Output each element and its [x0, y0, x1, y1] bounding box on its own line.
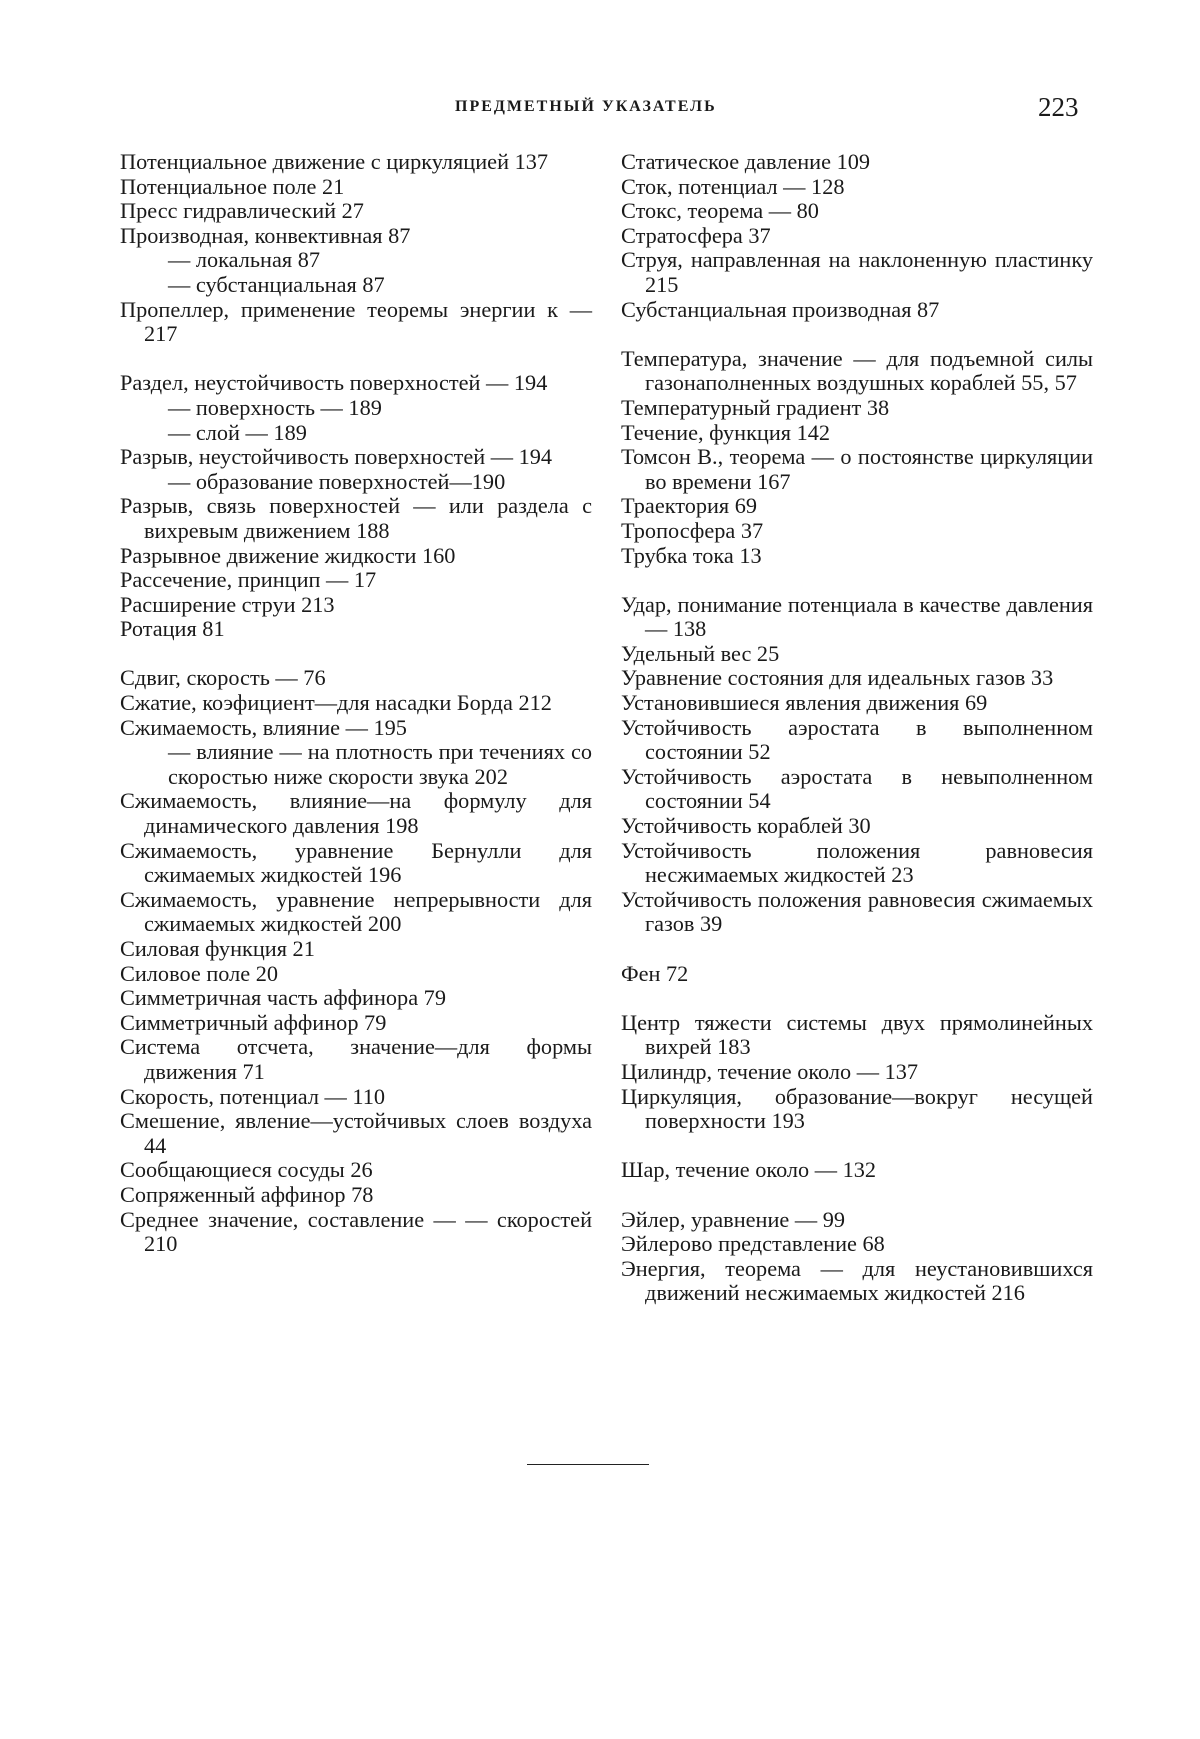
index-entry: Уравнение состояния для идеальных газов 33	[621, 666, 1093, 691]
index-entry: Устойчивость положения равновесия сжимаемых газов 39	[621, 888, 1093, 937]
index-entry: Струя, направленная на наклоненную пластинку 215	[621, 248, 1093, 297]
section-gap	[621, 986, 1093, 1011]
section-gap	[621, 1183, 1093, 1208]
index-subentry: — влияние — на плотность при течениях со скоростью ниже скорости звука 202	[120, 740, 592, 789]
index-subentry: — слой — 189	[120, 421, 592, 446]
index-entry: Рассечение, принцип — 17	[120, 568, 592, 593]
index-entry: Силовое поле 20	[120, 962, 592, 987]
index-entry: Устойчивость аэростата в выполненном состоянии 52	[621, 716, 1093, 765]
index-entry: Стратосфера 37	[621, 224, 1093, 249]
index-entry: Энергия, теорема — для неустановившихся движений несжимаемых жидкостей 216	[621, 1257, 1093, 1306]
index-entry: Среднее значение, составление — — скоростей 210	[120, 1208, 592, 1257]
index-entry: Потенциальное поле 21	[120, 175, 592, 200]
index-entry: Разрыв, связь поверхностей — или раздела с вихревым движением 188	[120, 494, 592, 543]
index-entry: Сжимаемость, уравнение непрерывности для сжимаемых жидкостей 200	[120, 888, 592, 937]
index-entry: Ротация 81	[120, 617, 592, 642]
index-entry: Устойчивость кораблей 30	[621, 814, 1093, 839]
index-entry: Скорость, потенциал — 110	[120, 1085, 592, 1110]
index-entry: Раздел, неустойчивость поверхностей — 194	[120, 371, 592, 396]
index-entry: Сообщающиеся сосуды 26	[120, 1158, 592, 1183]
index-entry: Центр тяжести системы двух прямолинейных вихрей 183	[621, 1011, 1093, 1060]
section-gap	[120, 347, 592, 372]
index-entry: Разрывное движение жидкости 160	[120, 544, 592, 569]
index-entry: Пропеллер, применение теоремы энергии к — 217	[120, 298, 592, 347]
index-entry: Температурный градиент 38	[621, 396, 1093, 421]
index-entry: Сжимаемость, влияние—на формулу для динамического давления 198	[120, 789, 592, 838]
index-entry: Симметричная часть аффинора 79	[120, 986, 592, 1011]
index-entry: Цилиндр, течение около — 137	[621, 1060, 1093, 1085]
index-entry: Эйлерово представление 68	[621, 1232, 1093, 1257]
index-entry: Шар, течение около — 132	[621, 1158, 1093, 1183]
index-subentry: — субстанциальная 87	[120, 273, 592, 298]
index-column-left	[120, 150, 592, 1257]
index-entry: Фен 72	[621, 962, 1093, 987]
index-entry: Циркуляция, образование—вокруг несущей поверхности 193	[621, 1085, 1093, 1134]
index-entry: Эйлер, уравнение — 99	[621, 1208, 1093, 1233]
index-subentry: — поверхность — 189	[120, 396, 592, 421]
index-entry: Траектория 69	[621, 494, 1093, 519]
index-entry: Сдвиг, скорость — 76	[120, 666, 592, 691]
index-entry: Статическое давление 109	[621, 150, 1093, 175]
index-entry: Течение, функция 142	[621, 421, 1093, 446]
index-entry: Система отсчета, значение—для формы движения 71	[120, 1035, 592, 1084]
index-entry: Симметричный аффинор 79	[120, 1011, 592, 1036]
index-entry: Устойчивость положения равновесия несжимаемых жидкостей 23	[621, 839, 1093, 888]
index-entry: Установившиеся явления движения 69	[621, 691, 1093, 716]
index-entry: Сопряженный аффинор 78	[120, 1183, 592, 1208]
index-subentry: — локальная 87	[120, 248, 592, 273]
section-gap	[621, 937, 1093, 962]
index-entry: Расширение струи 213	[120, 593, 592, 618]
index-entry: Смешение, явление—устойчивых слоев воздуха 44	[120, 1109, 592, 1158]
index-entry: Субстанциальная производная 87	[621, 298, 1093, 323]
section-gap	[621, 322, 1093, 347]
index-column-right	[621, 150, 1093, 1306]
page-header	[0, 92, 1200, 122]
index-subentry: — образование поверхностей—190	[120, 470, 592, 495]
section-gap	[120, 642, 592, 667]
index-entry: Потенциальное движение с циркуляцией 137	[120, 150, 592, 175]
section-gap	[621, 1134, 1093, 1159]
section-gap	[621, 568, 1093, 593]
index-entry: Трубка тока 13	[621, 544, 1093, 569]
index-entry: Сжимаемость, уравнение Бернулли для сжимаемых жидкостей 196	[120, 839, 592, 888]
running-title: ПРЕДМЕТНЫЙ УКАЗАТЕЛЬ	[455, 98, 717, 116]
index-entry: Устойчивость аэростата в невыполненном состоянии 54	[621, 765, 1093, 814]
index-entry: Пресс гидравлический 27	[120, 199, 592, 224]
index-entry: Томсон В., теорема — о постоянстве циркуляции во времени 167	[621, 445, 1093, 494]
index-entry: Разрыв, неустойчивость поверхностей — 194	[120, 445, 592, 470]
index-entry: Силовая функция 21	[120, 937, 592, 962]
index-entry: Производная, конвективная 87	[120, 224, 592, 249]
index-entry: Сжимаемость, влияние — 195	[120, 716, 592, 741]
index-entry: Стокс, теорема — 80	[621, 199, 1093, 224]
index-entry: Сток, потенциал — 128	[621, 175, 1093, 200]
index-entry: Температура, значение — для подъемной силы газонаполненных воздушных кораблей 55, 57	[621, 347, 1093, 396]
index-entry: Удельный вес 25	[621, 642, 1093, 667]
index-entry: Тропосфера 37	[621, 519, 1093, 544]
page-number: 223	[1038, 92, 1079, 123]
footer-rule	[527, 1464, 649, 1465]
index-entry: Удар, понимание потенциала в качестве давления — 138	[621, 593, 1093, 642]
index-entry: Сжатие, коэфициент—для насадки Борда 212	[120, 691, 592, 716]
